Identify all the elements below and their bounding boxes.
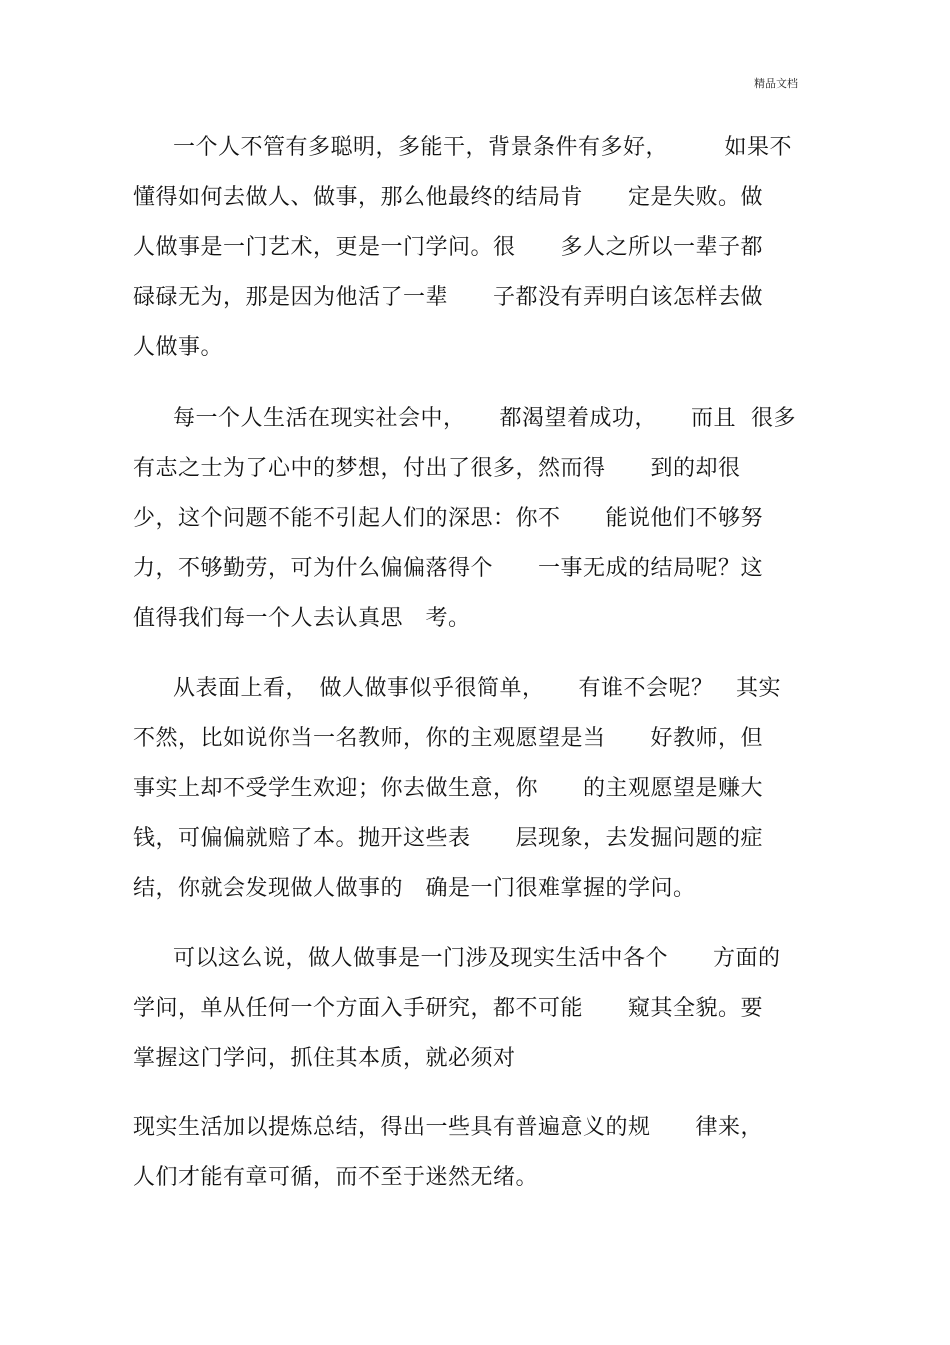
paragraph-3-line-2: 不然，比如说你当一名教师，你的主观愿望是当 好教师，但 xyxy=(133,726,764,751)
paragraph-3-line-3: 事实上却不受学生欢迎；你去做生意，你 的主观愿望是赚大 xyxy=(133,776,764,801)
paragraph-2-line-5: 值得我们每一个人去认真思 考。 xyxy=(133,606,471,631)
paragraph-1-line-3: 人做事是一门艺术，更是一门学问。很 多人之所以一辈子都 xyxy=(133,235,764,260)
paragraph-1-line-2: 懂得如何去做人、做事，那么他最终的结局肯 定是失败。做 xyxy=(133,185,764,210)
paragraph-5-line-1: 现实生活加以提炼总结，得出一些具有普遍意义的规 律来， xyxy=(133,1115,764,1140)
paragraph-2-line-2: 有志之士为了心中的梦想，付出了很多，然而得 到的却很 xyxy=(133,456,741,481)
paragraph-4-line-3: 掌握这门学问，抓住其本质，就必须对 xyxy=(133,1046,516,1071)
paragraph-4-line-2: 学问，单从任何一个方面入手研究，都不可能 窥其全貌。要 xyxy=(133,996,764,1021)
paragraph-3-line-4: 钱，可偏偏就赔了本。抛开这些表 层现象，去发掘问题的症 xyxy=(133,826,764,851)
paragraph-4-line-1: 可以这么说，做人做事是一门涉及现实生活中各个 方面的 xyxy=(173,946,781,971)
paragraph-1-line-1: 一个人不管有多聪明，多能干，背景条件有多好， 如果不 xyxy=(173,135,793,160)
paragraph-5-line-2: 人们才能有章可循，而不至于迷然无绪。 xyxy=(133,1165,539,1190)
paragraph-2-line-1: 每一个人生活在现实社会中， 都渴望着成功， 而且 很多 xyxy=(173,406,796,431)
paragraph-1-line-5: 人做事。 xyxy=(133,335,224,360)
paragraph-2-line-4: 力，不够勤劳，可为什么偏偏落得个 一事无成的结局呢？这 xyxy=(133,556,764,581)
paragraph-2-line-3: 少，这个问题不能不引起人们的深思：你不 能说他们不够努 xyxy=(133,506,764,531)
header-label: 精品文档 xyxy=(754,77,798,90)
paragraph-3-line-1: 从表面上看， 做人做事似乎很简单， 有谁不会呢？ 其实 xyxy=(173,676,782,701)
paragraph-1-line-4: 碌碌无为，那是因为他活了一辈 子都没有弄明白该怎样去做 xyxy=(133,285,764,310)
paragraph-3-line-5: 结，你就会发现做人做事的 确是一门很难掌握的学问。 xyxy=(133,876,696,901)
